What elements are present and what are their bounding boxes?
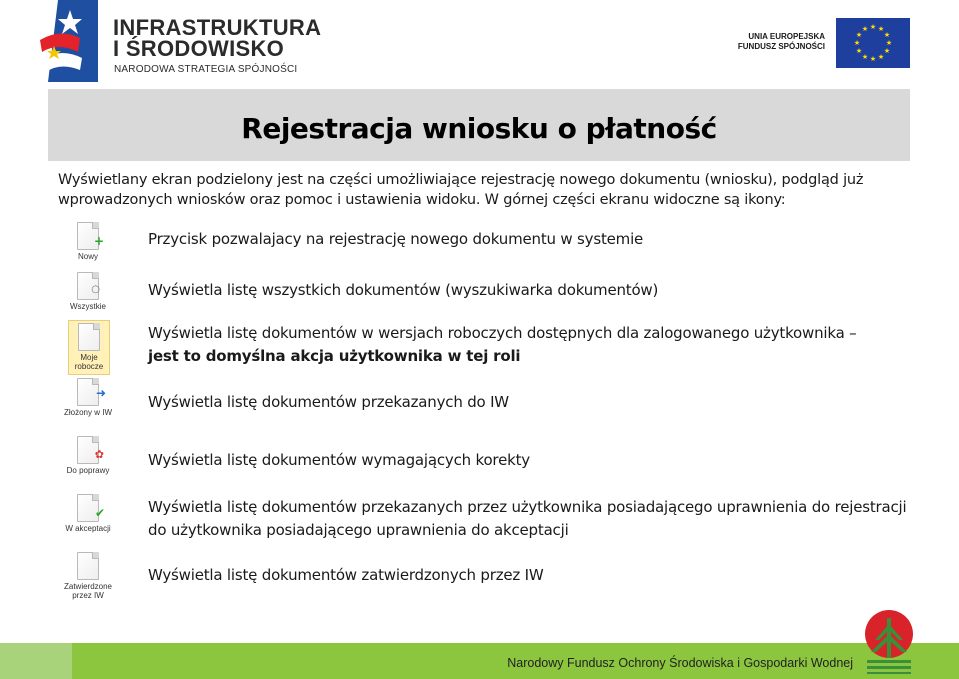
svg-text:★: ★ xyxy=(853,39,861,47)
footer-accent xyxy=(0,643,72,679)
page-title: Rejestracja wniosku o płatność xyxy=(241,111,717,145)
new-document-icon: + Nowy xyxy=(60,222,116,261)
svg-text:★: ★ xyxy=(877,53,885,61)
svg-text:★: ★ xyxy=(869,55,877,63)
eu-cohesion-fund-label xyxy=(738,32,825,52)
item-description: Wyświetla listę dokumentów przekazanych przez użytkownika posiadającego uprawnienia do rejestracji do użytkownika posiadającego uprawnienia do akceptacji xyxy=(148,498,907,539)
footer-bar xyxy=(0,643,959,679)
svg-text:★: ★ xyxy=(883,31,891,39)
icon-label-drafts: Moje robocze xyxy=(74,353,104,371)
item-description: Wyświetla listę dokumentów przekazanych do IW xyxy=(148,393,509,411)
intro-paragraph: Wyświetlany ekran podzielony jest na części umożliwiające rejestrację nowego dokumentu (wniosku), podgląd już wprowadzonych wniosków oraz pomoc i ustawienia widoku. W górnej części ekranu widoczne są ikony: xyxy=(58,172,864,208)
nfosigw-logo-icon xyxy=(863,610,915,674)
eu-flag-icon xyxy=(836,18,910,68)
icon-label-all: Wszystkie xyxy=(70,302,106,311)
item-description xyxy=(148,322,928,368)
logo-line1: INFRASTRUKTURA xyxy=(113,15,322,40)
correction-documents-icon: ✿ Do poprawy xyxy=(60,436,116,475)
icon-label-new: Nowy xyxy=(77,252,98,261)
svg-text:★: ★ xyxy=(877,25,885,33)
star-flag-icon xyxy=(40,0,98,82)
logo-line2: I ŚRODOWISKO xyxy=(113,36,285,61)
svg-text:★: ★ xyxy=(855,47,863,55)
acceptance-documents-icon: ✔ W akceptacji xyxy=(60,494,116,533)
eu-label-line2: FUNDUSZ SPÓJNOŚCI xyxy=(737,42,825,51)
approved-documents-icon xyxy=(60,552,116,600)
item-description: Wyświetla listę dokumentów wymagających korekty xyxy=(148,451,530,469)
eu-label-line1: UNIA EUROPEJSKA xyxy=(748,32,825,41)
item-bold-note: jest to domyślna akcja użytkownika w tej roli xyxy=(148,347,521,365)
icon-label-correction: Do poprawy xyxy=(66,466,110,475)
icon-label-submitted: Złożony w IW xyxy=(63,408,112,417)
svg-text:★: ★ xyxy=(869,23,877,31)
item-description: Wyświetla listę wszystkich dokumentów (wyszukiwarka dokumentów) xyxy=(148,281,659,299)
infrastruktura-i-srodowisko-logo xyxy=(40,0,320,82)
svg-text:★: ★ xyxy=(885,39,893,47)
svg-text:★: ★ xyxy=(855,31,863,39)
draft-documents-icon xyxy=(68,320,110,375)
item-description: Wyświetla listę dokumentów zatwierdzonych przez IW xyxy=(148,566,544,584)
title-band xyxy=(48,89,910,161)
submitted-documents-icon: ➜ Złożony w IW xyxy=(60,378,116,417)
item-description: Przycisk pozwalajacy na rejestrację nowego dokumentu w systemie xyxy=(148,230,644,248)
svg-text:★: ★ xyxy=(861,53,869,61)
all-documents-icon: ○ Wszystkie xyxy=(60,272,116,311)
svg-text:★: ★ xyxy=(861,25,869,33)
icon-label-acceptance: W akceptacji xyxy=(65,524,111,533)
item-text: Wyświetla listę dokumentów w wersjach roboczych dostępnych dla zalogowanego użytkownika – xyxy=(148,324,857,342)
footer-text: Narodowy Fundusz Ochrony Środowiska i Gospodarki Wodnej xyxy=(507,656,853,670)
logo-subline: NARODOWA STRATEGIA SPÓJNOŚCI xyxy=(114,64,298,75)
icon-label-approved: Zatwierdzone przez IW xyxy=(63,582,113,600)
svg-text:★: ★ xyxy=(883,47,891,55)
